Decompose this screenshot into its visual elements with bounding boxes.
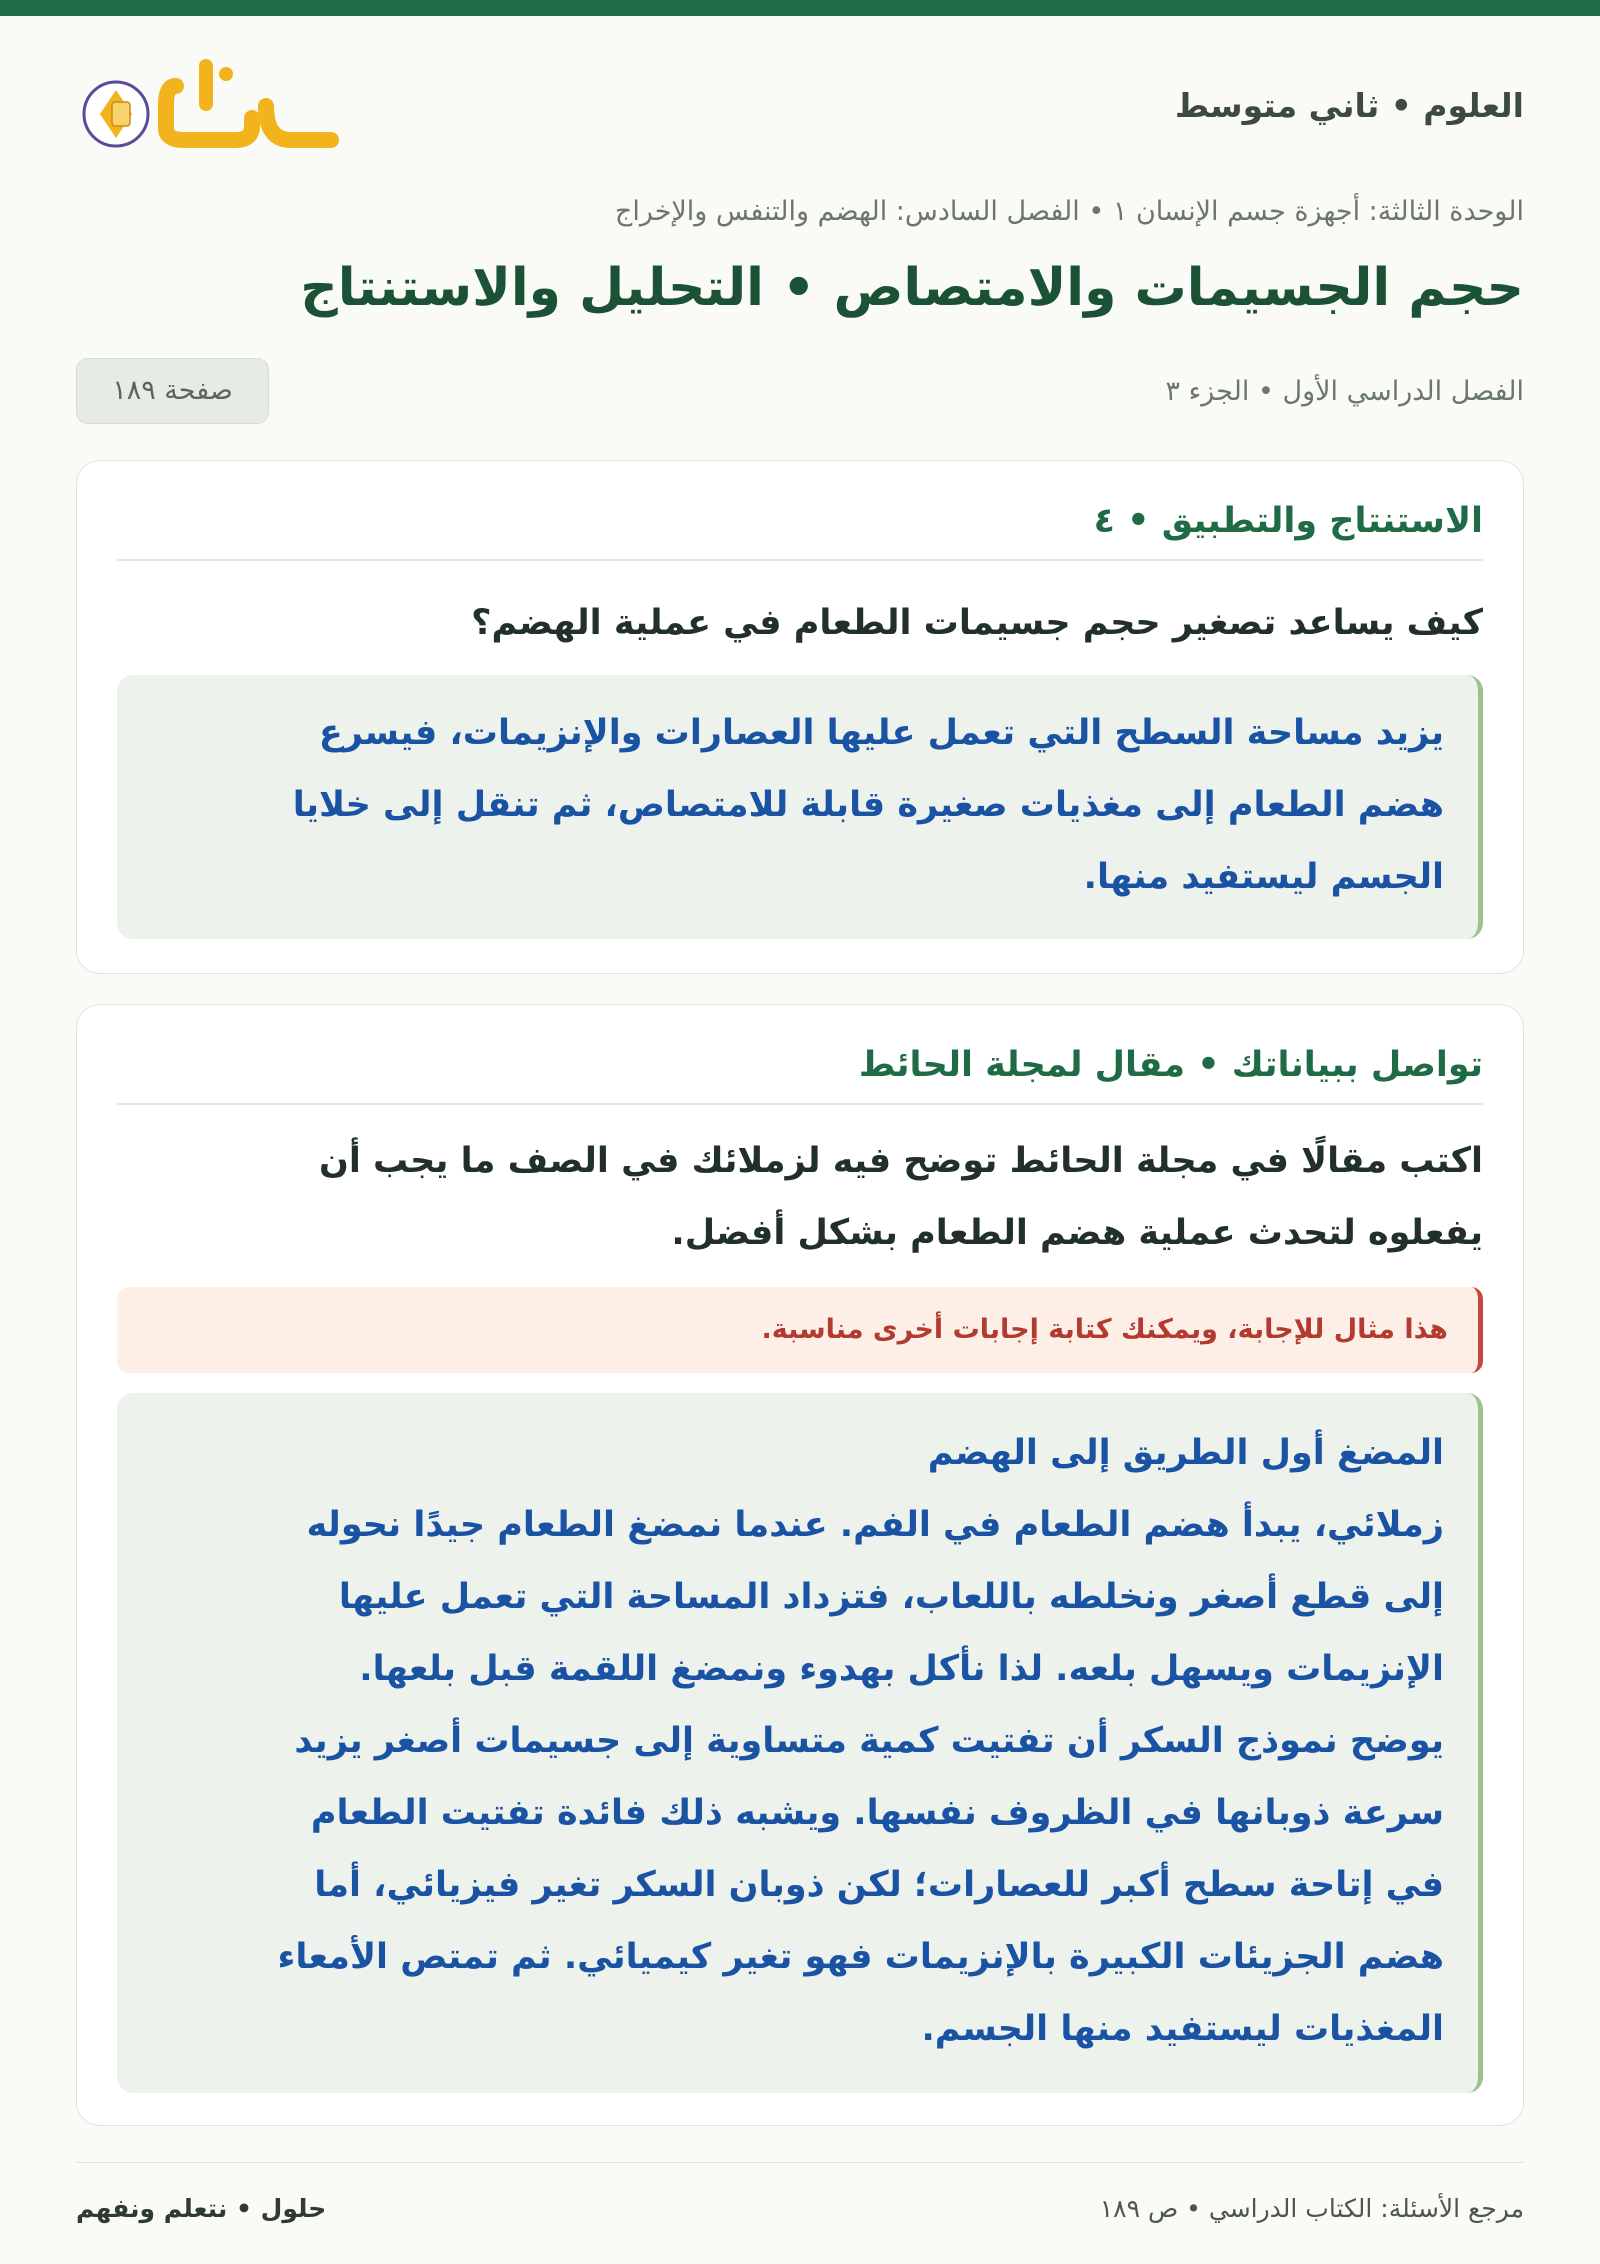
subject-label: العلوم • ثاني متوسط: [1174, 86, 1524, 125]
answer-line: الإنزيمات ويسهل بلعه. لذا نأكل بهدوء ونمضغ اللقمة قبل بلعها.: [359, 1649, 1444, 1689]
meta-row: [76, 358, 1524, 424]
question-card-wall-article: [76, 1004, 1524, 2126]
footer-reference: مرجع الأسئلة: الكتاب الدراسي • ص ١٨٩: [1099, 2194, 1524, 2223]
footer-divider: [76, 2162, 1524, 2163]
page-header: [76, 56, 1524, 156]
answer-line: المغذيات ليستفيد منها الجسم.: [921, 2009, 1444, 2049]
answer-box: [117, 1393, 1483, 2093]
card-title: تواصل ببياناتك • مقال لمجلة الحائط: [858, 1045, 1483, 1085]
page-number-badge: صفحة ١٨٩: [76, 358, 269, 424]
answer-line: زملائي، يبدأ هضم الطعام في الفم. عندما نمضغ الطعام جيدًا نحوله: [306, 1505, 1444, 1545]
answer-heading: المضغ أول الطريق إلى الهضم: [927, 1433, 1444, 1473]
example-answer-note: هذا مثال للإجابة، ويمكنك كتابة إجابات أخرى مناسبة.: [117, 1287, 1483, 1373]
answer-box: [117, 675, 1483, 939]
question-line: اكتب مقالًا في مجلة الحائط توضح فيه لزملائك في الصف ما يجب أن: [318, 1141, 1483, 1181]
question-card-conclusion: [76, 460, 1524, 974]
answer-line: هضم الطعام إلى مغذيات صغيرة قابلة للامتصاص، ثم تنقل إلى خلايا: [292, 785, 1444, 825]
page-title: حجم الجسيمات والامتصاص • التحليل والاستنتاج: [300, 258, 1524, 318]
question-text: [117, 1125, 1483, 1269]
top-accent-bar: [0, 0, 1600, 16]
answer-line: الجسم ليستفيد منها.: [1083, 857, 1444, 897]
footer-brand: حلول • نتعلم ونفهم: [76, 2194, 327, 2223]
answer-line: يزيد مساحة السطح التي تعمل عليها العصارات والإنزيمات، فيسرع: [318, 713, 1444, 753]
hulul-logo[interactable]: [76, 56, 346, 156]
answer-line: في إتاحة سطح أكبر للعصارات؛ لكن ذوبان السكر تغير فيزيائي، أما: [314, 1865, 1444, 1905]
breadcrumb: الوحدة الثالثة: أجهزة جسم الإنسان ١ • الفصل السادس: الهضم والتنفس والإخراج: [614, 196, 1524, 227]
answer-line: سرعة ذوبانها في الظروف نفسها. ويشبه ذلك فائدة تفتيت الطعام: [310, 1793, 1444, 1833]
answer-line: هضم الجزيئات الكبيرة بالإنزيمات فهو تغير كيميائي. ثم تمتص الأمعاء: [277, 1937, 1444, 1977]
card-divider: [117, 1103, 1483, 1105]
card-divider: [117, 559, 1483, 561]
semester-label: الفصل الدراسي الأول • الجزء ٣: [1165, 376, 1524, 407]
question-text: كيف يساعد تصغير حجم جسيمات الطعام في عملية الهضم؟: [471, 603, 1483, 643]
answer-line: يوضح نموذج السكر أن تفتيت كمية متساوية إلى جسيمات أصغر يزيد: [294, 1721, 1444, 1761]
card-title: الاستنتاج والتطبيق • ٤: [1093, 501, 1483, 541]
question-line: يفعلوه لتحدث عملية هضم الطعام بشكل أفضل.: [671, 1213, 1483, 1253]
answer-line: إلى قطع أصغر ونخلطه باللعاب، فتزداد المساحة التي تعمل عليها: [338, 1577, 1444, 1617]
